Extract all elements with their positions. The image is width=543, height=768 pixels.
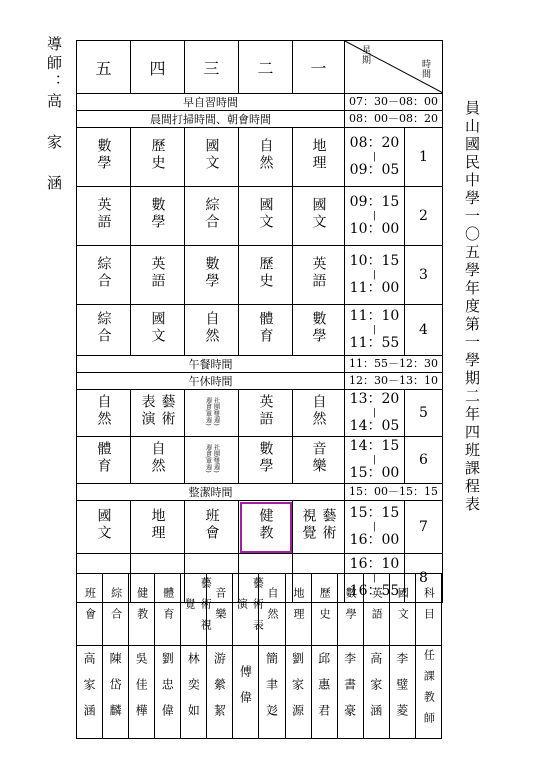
faculty-subject-text: 藝術視覺 (183, 576, 213, 640)
faculty-teacher (363, 646, 389, 739)
faculty-teacher-text: 李書豪 (342, 651, 357, 730)
faculty-teacher-text: 吳佳樺 (134, 651, 149, 730)
corner-weekday-label: 星期 (360, 45, 370, 65)
subject-label: 數學 (149, 197, 166, 231)
day-header-tue: 二 (239, 41, 293, 94)
faculty-subject (285, 574, 311, 646)
period-dash: | (372, 572, 377, 583)
subject-cell (293, 246, 345, 305)
subject-cell (185, 437, 239, 484)
period-end: 16：00 (349, 531, 400, 548)
faculty-subject (233, 574, 265, 646)
faculty-subject (337, 574, 363, 646)
subject-cell (131, 305, 185, 356)
subject-cell (293, 128, 345, 187)
morning-study-row (77, 94, 443, 111)
subject-cell (131, 128, 185, 187)
subject-cell (77, 437, 131, 484)
faculty-subject (181, 574, 213, 646)
tidy-label: 整潔時間 (77, 484, 345, 501)
club-assembly-part: 社團(雙週) (212, 396, 220, 426)
subject-cell (293, 437, 345, 484)
period-number: 5 (405, 390, 443, 437)
subject-label: 地理 (149, 508, 166, 542)
subject-label: 數學 (203, 256, 220, 290)
faculty-teacher-text: 劉忠偉 (160, 651, 175, 730)
period-number: 6 (405, 437, 443, 484)
subject-cell (239, 437, 293, 484)
faculty-subject-text: 音樂 (213, 587, 227, 629)
faculty-teacher-text: 游縈絜 (212, 651, 227, 730)
faculty-subject-text: 自然 (265, 587, 279, 629)
period-dash: | (372, 151, 377, 162)
day-header-wed: 三 (185, 41, 239, 94)
period-start: 10：15 (349, 253, 400, 269)
period-end: 16：55 (349, 582, 400, 599)
subject-cell (239, 246, 293, 305)
period-end: 11：55 (349, 334, 400, 351)
subject-label: 國文 (257, 197, 274, 231)
period-start: 09：15 (349, 194, 400, 210)
timetable-title: 員山國民中學一〇五學年度第一學期二年四班課程表 (463, 100, 481, 514)
subject-label: 英語 (310, 256, 327, 290)
subject-label: 英語 (149, 256, 166, 290)
subject-label: 綜合 (95, 256, 112, 290)
lunch-time: 11：55－12：30 (345, 356, 443, 373)
period-time (345, 305, 405, 356)
faculty-teacher-text: 簡聿彣 (264, 651, 279, 730)
period-row (77, 187, 443, 246)
faculty-teacher (285, 646, 311, 739)
faculty-subject-text: 藝術表演 (235, 576, 265, 640)
subject-label: 英語 (257, 394, 274, 428)
faculty-teacher (207, 646, 233, 739)
period-time (345, 187, 405, 246)
lunch-row (77, 356, 443, 373)
period-dash: | (372, 269, 377, 280)
subject-label (302, 508, 336, 542)
period-dash: | (372, 407, 377, 418)
subject-cell (293, 187, 345, 246)
subject-label: 數學 (257, 441, 274, 475)
period-time (345, 437, 405, 484)
faculty-teacher-label (415, 646, 441, 739)
faculty-subject (311, 574, 337, 646)
period-row (77, 501, 443, 554)
faculty-teacher-row (77, 646, 442, 739)
timetable (76, 40, 443, 603)
subject-cell (131, 187, 185, 246)
subject-label: 自然 (257, 138, 274, 172)
subject-label: 數學 (310, 311, 327, 345)
subject-label: 英語 (95, 197, 112, 231)
faculty-teacher (77, 646, 103, 739)
faculty-subject-text: 國文 (396, 587, 410, 629)
subject-cell (239, 501, 293, 554)
subject-label: 國文 (203, 138, 220, 172)
cleaning-time: 08：00－08：20 (345, 111, 443, 128)
faculty-table (76, 573, 442, 739)
period-end: 10：00 (349, 220, 400, 237)
period-row (77, 437, 443, 484)
day-header-fri: 五 (77, 41, 131, 94)
period-number: 8 (405, 554, 443, 603)
period-dash: | (372, 210, 377, 221)
faculty-teacher (337, 646, 363, 739)
corner-time-label: 時間 (420, 59, 430, 79)
faculty-subject-text: 數學 (344, 587, 358, 629)
faculty-teacher-text: 陳岱麟 (108, 651, 123, 730)
period-row (77, 128, 443, 187)
lunch-label: 午餐時間 (77, 356, 345, 373)
faculty-header-label-text: 科目 (422, 587, 436, 629)
faculty-subject-text: 體育 (161, 587, 175, 629)
subject-part: 藝術 (320, 508, 337, 542)
subject-cell (239, 128, 293, 187)
subject-label: 國文 (310, 197, 327, 231)
faculty-teacher (181, 646, 207, 739)
faculty-teacher-text: 林奕如 (186, 651, 201, 730)
faculty-teacher-text: 高家涵 (82, 651, 97, 730)
header-row (77, 41, 443, 94)
faculty-teacher-label-text: 任課教師 (422, 648, 436, 733)
faculty-teacher (259, 646, 285, 739)
faculty-subject-text: 班會 (83, 587, 97, 629)
faculty-header-label (415, 574, 441, 646)
period-start: 14：15 (349, 438, 400, 454)
period-start: 13：20 (349, 391, 400, 407)
period-start: 16：10 (349, 556, 400, 572)
subject-cell (293, 305, 345, 356)
period-end: 14：05 (349, 417, 400, 434)
subject-label: 體育 (95, 441, 112, 475)
period-time (345, 501, 405, 554)
faculty-subject-row (77, 574, 442, 646)
faculty-teacher-text: 李璧菱 (394, 651, 409, 730)
club-assembly-part: 週會(單週) (204, 396, 212, 426)
subject-cell (185, 128, 239, 187)
subject-label: 地理 (310, 138, 327, 172)
club-assembly-part: 週會(單週) (204, 443, 212, 473)
period-number: 3 (405, 246, 443, 305)
subject-label: 健教 (257, 508, 274, 542)
subject-cell (185, 501, 239, 554)
faculty-teacher (233, 646, 259, 739)
period-end: 11：00 (349, 279, 400, 296)
subject-cell (293, 501, 345, 554)
faculty-subject (363, 574, 389, 646)
subject-cell (131, 501, 185, 554)
tidy-time: 15：00－15：15 (345, 484, 443, 501)
day-header-thu: 四 (131, 41, 185, 94)
faculty-teacher (155, 646, 181, 739)
morning-study-label: 早自習時間 (77, 94, 345, 111)
subject-cell (77, 187, 131, 246)
period-number: 1 (405, 128, 443, 187)
club-assembly-label (205, 397, 219, 426)
day-header-mon: 一 (293, 41, 345, 94)
subject-label: 歷史 (257, 256, 274, 290)
subject-cell (77, 305, 131, 356)
faculty-subject (389, 574, 415, 646)
subject-label: 班會 (203, 508, 220, 542)
tidy-row (77, 484, 443, 501)
subject-label: 國文 (149, 311, 166, 345)
subject-cell (239, 390, 293, 437)
subject-label: 綜合 (95, 311, 112, 345)
period-time (345, 128, 405, 187)
nap-row (77, 373, 443, 390)
period-row (77, 305, 443, 356)
subject-cell (77, 246, 131, 305)
subject-cell (185, 390, 239, 437)
subject-cell (131, 437, 185, 484)
period-dash: | (372, 454, 377, 465)
faculty-subject (155, 574, 181, 646)
subject-label: 音樂 (310, 441, 327, 475)
faculty-subject-text: 歷史 (318, 587, 332, 629)
subject-label: 自然 (203, 311, 220, 345)
faculty-teacher-text: 傅偉 (238, 664, 253, 717)
period-start: 08：20 (349, 135, 400, 151)
period-row (77, 390, 443, 437)
period-number: 2 (405, 187, 443, 246)
faculty-subject (77, 574, 103, 646)
subject-cell (131, 390, 185, 437)
period-start: 15：15 (349, 505, 400, 521)
nap-time: 12：30－13：10 (345, 373, 443, 390)
subject-cell (77, 501, 131, 554)
faculty-subject-text: 英語 (370, 587, 384, 629)
subject-cell (293, 390, 345, 437)
subject-label: 自然 (149, 441, 166, 475)
faculty-teacher-text: 高家涵 (368, 651, 383, 730)
afternoon-periods (77, 390, 443, 484)
period-row (77, 246, 443, 305)
subject-label: 歷史 (149, 138, 166, 172)
faculty-subject (103, 574, 129, 646)
nap-label: 午休時間 (77, 373, 345, 390)
subject-cell (77, 128, 131, 187)
subject-cell (185, 187, 239, 246)
corner-header (345, 41, 443, 94)
subject-label: 自然 (95, 394, 112, 428)
faculty-subject-text: 綜合 (109, 587, 123, 629)
period-number: 4 (405, 305, 443, 356)
club-assembly-part: 社團(雙週) (212, 443, 220, 473)
cleaning-row (77, 111, 443, 128)
period-time (345, 390, 405, 437)
faculty-subject-text: 地理 (292, 587, 306, 629)
subject-part: 藝術 (159, 394, 176, 428)
subject-cell (239, 305, 293, 356)
subject-part: 表演 (139, 394, 156, 428)
faculty-teacher (103, 646, 129, 739)
homeroom-teacher-label: 導師：高 家 涵 (45, 36, 63, 194)
faculty-teacher-text: 劉家源 (290, 651, 305, 730)
faculty-teacher (129, 646, 155, 739)
faculty-teacher-text: 邱惠君 (316, 651, 331, 730)
subject-label (141, 394, 175, 428)
faculty-teacher (311, 646, 337, 739)
faculty-teacher (389, 646, 415, 739)
subject-label: 綜合 (203, 197, 220, 231)
subject-label: 數學 (95, 138, 112, 172)
subject-cell (185, 246, 239, 305)
subject-cell (185, 305, 239, 356)
subject-label: 國文 (95, 508, 112, 542)
period-dash: | (372, 521, 377, 532)
morning-study-time: 07：30－08：00 (345, 94, 443, 111)
period-dash: | (372, 324, 377, 335)
faculty-subject (129, 574, 155, 646)
subject-cell (239, 187, 293, 246)
period-end: 15：00 (349, 464, 400, 481)
cleaning-label: 晨間打掃時間、朝會時間 (77, 111, 345, 128)
period-start: 11：10 (349, 308, 400, 324)
period-time (345, 246, 405, 305)
club-assembly-label (205, 444, 219, 473)
subject-cell (131, 246, 185, 305)
morning-periods (77, 128, 443, 356)
subject-part: 視覺 (300, 508, 317, 542)
subject-cell (77, 390, 131, 437)
faculty-subject-text: 健教 (135, 587, 149, 629)
subject-label: 體育 (257, 311, 274, 345)
period-end: 09：05 (349, 161, 400, 178)
period-number: 7 (405, 501, 443, 554)
subject-label: 自然 (310, 394, 327, 428)
